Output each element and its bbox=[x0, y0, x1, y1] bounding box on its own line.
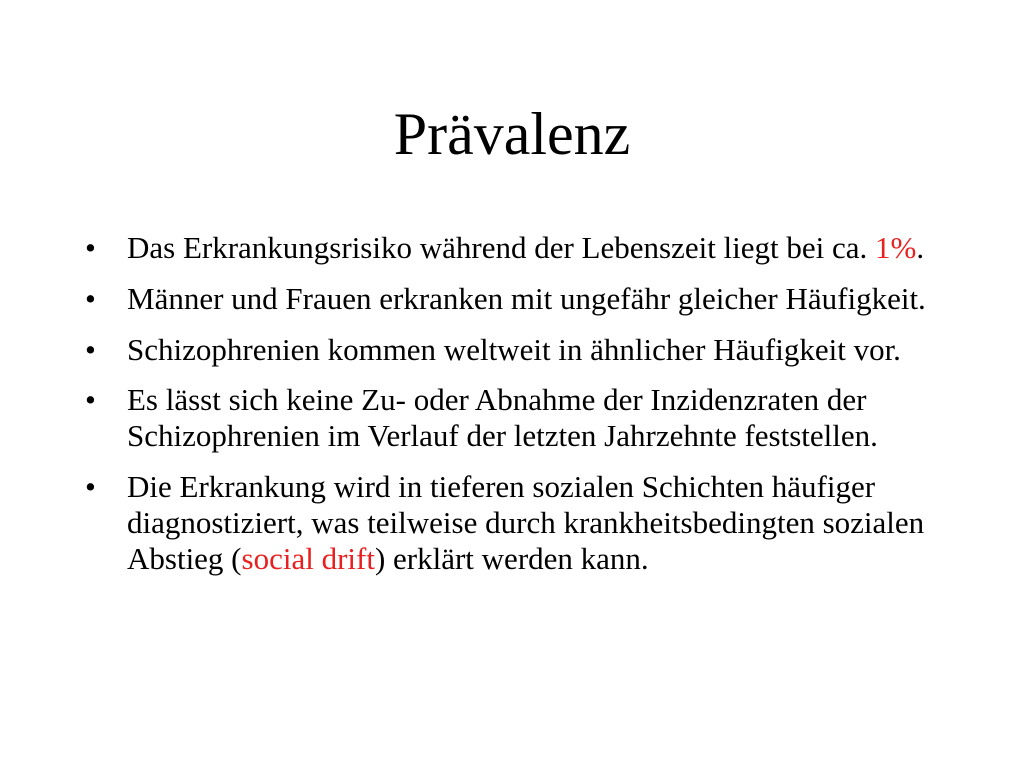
bullet-item bbox=[80, 230, 980, 266]
bullet-marker: • bbox=[85, 382, 96, 417]
bullet-text: Die Erkrankung wird in tieferen sozialen Schichten häufiger diagnostiziert, was teilweise durch krankheitsbedingten sozialen Abstieg ( bbox=[127, 469, 925, 576]
bullet-text: . bbox=[916, 230, 925, 265]
bullet-text: ) erklärt werden kann. bbox=[374, 541, 649, 576]
bullet-marker: • bbox=[85, 469, 96, 504]
bullet-marker: • bbox=[85, 281, 96, 316]
bullet-item bbox=[80, 382, 980, 454]
bullet-list bbox=[80, 230, 980, 592]
bullet-text: Es lässt sich keine Zu- oder Abnahme der Inzidenzraten der Schizophrenien im Verlauf der letzten Jahrzehnte feststellen. bbox=[127, 382, 878, 453]
slide-title: Prävalenz bbox=[393, 101, 631, 167]
bullet-item bbox=[80, 281, 980, 317]
bullet-marker: • bbox=[85, 332, 96, 367]
bullet-item bbox=[80, 332, 980, 368]
bullet-marker: • bbox=[85, 230, 96, 265]
bullet-item bbox=[80, 469, 980, 577]
bullet-text: Das Erkrankungsrisiko während der Lebenszeit liegt bei ca. bbox=[127, 230, 876, 265]
bullet-text: Männer und Frauen erkranken mit ungefähr gleicher Häufigkeit. bbox=[127, 281, 926, 316]
highlight-text: social drift bbox=[241, 541, 375, 576]
bullet-text: Schizophrenien kommen weltweit in ähnlicher Häufigkeit vor. bbox=[127, 332, 901, 367]
highlight-text: 1% bbox=[875, 230, 917, 265]
